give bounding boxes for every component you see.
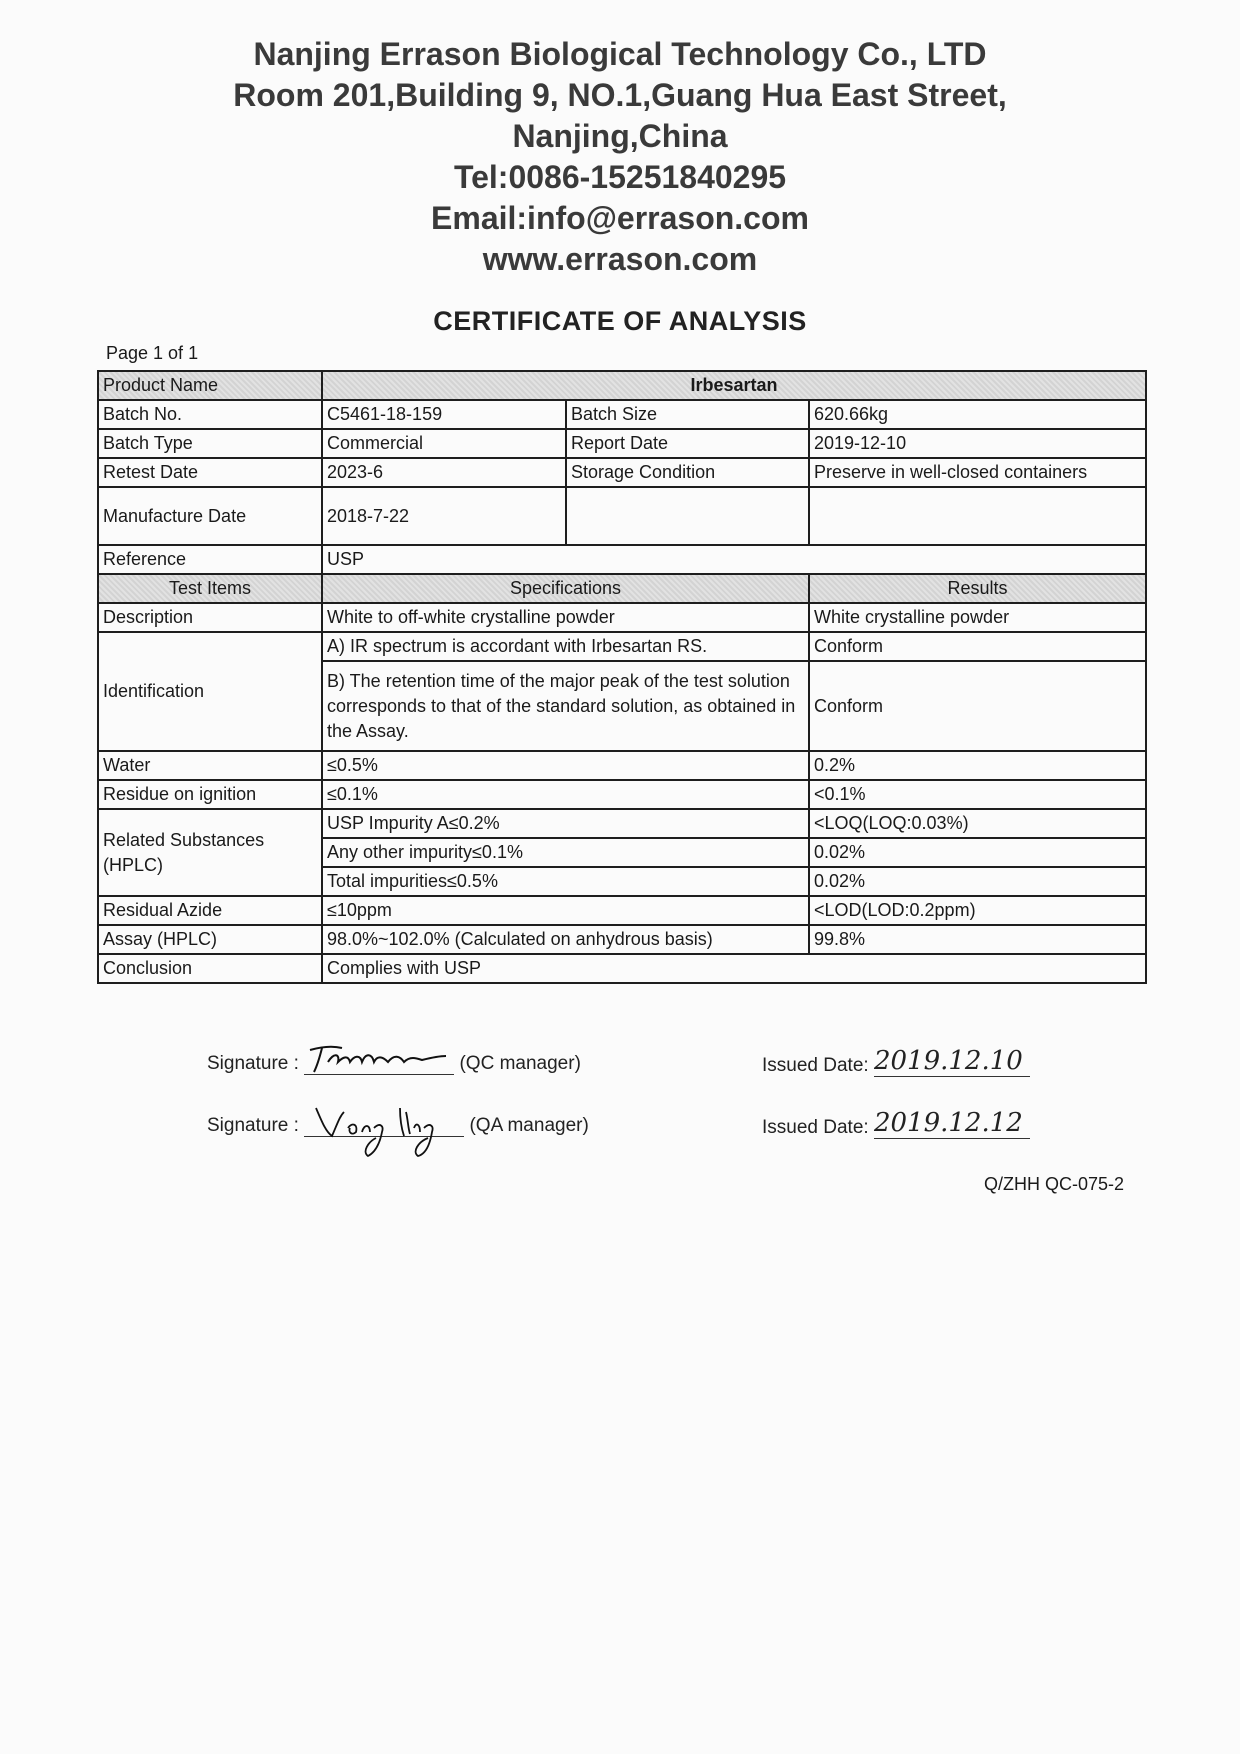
empty-cell xyxy=(809,487,1146,545)
reference-label: Reference xyxy=(98,545,322,574)
test-result: <0.1% xyxy=(809,780,1146,809)
qc-issued-date-block xyxy=(762,1046,1030,1077)
table-header-row xyxy=(98,574,1146,603)
conclusion-value: Complies with USP xyxy=(322,954,1146,983)
company-header xyxy=(0,34,1240,280)
column-header-specifications: Specifications xyxy=(322,574,809,603)
test-result: 99.8% xyxy=(809,925,1146,954)
table-row xyxy=(98,809,1146,838)
storage-condition-value: Preserve in well-closed containers xyxy=(809,458,1146,487)
test-item: Description xyxy=(98,603,322,632)
test-spec: 98.0%~102.0% (Calculated on anhydrous basis) xyxy=(322,925,809,954)
company-name: Nanjing Errason Biological Technology Co., LTD xyxy=(253,36,987,72)
signature-label: Signature : xyxy=(207,1053,299,1074)
retest-date-label: Retest Date xyxy=(98,458,322,487)
table-row xyxy=(98,896,1146,925)
batch-size-value: 620.66kg xyxy=(809,400,1146,429)
test-item: Water xyxy=(98,751,322,780)
qc-issued-date: 2019.12.10 xyxy=(874,1046,1030,1077)
document-title: CERTIFICATE OF ANALYSIS xyxy=(433,306,807,336)
table-row xyxy=(98,751,1146,780)
batch-no-label: Batch No. xyxy=(98,400,322,429)
test-item: Assay (HPLC) xyxy=(98,925,322,954)
address-line-2: Nanjing,China xyxy=(512,118,728,154)
qc-handwritten-signature xyxy=(304,1046,454,1075)
test-result: <LOQ(LOQ:0.03%) xyxy=(809,809,1146,838)
column-header-results: Results xyxy=(809,574,1146,603)
test-result: Conform xyxy=(809,632,1146,661)
test-item: Related Substances (HPLC) xyxy=(98,809,322,896)
test-item: Identification xyxy=(98,632,322,751)
column-header-test-items: Test Items xyxy=(98,574,322,603)
report-date-label: Report Date xyxy=(566,429,809,458)
email: Email:info@errason.com xyxy=(431,200,809,236)
table-row xyxy=(98,400,1146,429)
test-item: Residual Azide xyxy=(98,896,322,925)
issued-date-label: Issued Date: xyxy=(762,1117,869,1138)
product-name-value: Irbesartan xyxy=(322,371,1146,400)
qc-role: (QC manager) xyxy=(459,1053,581,1074)
test-spec: A) IR spectrum is accordant with Irbesartan RS. xyxy=(322,632,809,661)
batch-no-value: C5461-18-159 xyxy=(322,400,566,429)
table-row xyxy=(98,458,1146,487)
table-row xyxy=(98,545,1146,574)
table-row xyxy=(98,780,1146,809)
table-row xyxy=(98,632,1146,661)
page-indicator: Page 1 of 1 xyxy=(106,343,199,363)
test-result: White crystalline powder xyxy=(809,603,1146,632)
qa-role: (QA manager) xyxy=(469,1115,589,1136)
qa-handwritten-signature xyxy=(304,1108,464,1137)
test-item: Conclusion xyxy=(98,954,322,983)
test-spec: B) The retention time of the major peak of the test solution corresponds to that of the standard solution, as obtained in the Assay. xyxy=(322,661,809,751)
test-result: <LOD(LOD:0.2ppm) xyxy=(809,896,1146,925)
analysis-table xyxy=(97,370,1147,984)
product-name-label: Product Name xyxy=(98,371,322,400)
table-row xyxy=(98,429,1146,458)
address-line-1: Room 201,Building 9, NO.1,Guang Hua East Street, xyxy=(233,77,1007,113)
test-spec: ≤0.5% xyxy=(322,751,809,780)
retest-date-value: 2023-6 xyxy=(322,458,566,487)
report-date-value: 2019-12-10 xyxy=(809,429,1146,458)
document-code: Q/ZHH QC-075-2 xyxy=(984,1174,1125,1194)
qa-signature-block xyxy=(207,1108,589,1137)
test-item: Residue on ignition xyxy=(98,780,322,809)
telephone: Tel:0086-15251840295 xyxy=(453,159,787,195)
test-spec: ≤0.1% xyxy=(322,780,809,809)
signature-label: Signature : xyxy=(207,1115,299,1136)
test-spec: ≤10ppm xyxy=(322,896,809,925)
batch-type-label: Batch Type xyxy=(98,429,322,458)
test-spec: Any other impurity≤0.1% xyxy=(322,838,809,867)
table-row xyxy=(98,925,1146,954)
test-result: 0.02% xyxy=(809,838,1146,867)
reference-value: USP xyxy=(322,545,1146,574)
qc-signature-block xyxy=(207,1046,581,1075)
manufacture-date-value: 2018-7-22 xyxy=(322,487,566,545)
manufacture-date-label: Manufacture Date xyxy=(98,487,322,545)
test-spec: USP Impurity A≤0.2% xyxy=(322,809,809,838)
test-spec: Total impurities≤0.5% xyxy=(322,867,809,896)
table-row xyxy=(98,487,1146,545)
test-spec: White to off-white crystalline powder xyxy=(322,603,809,632)
test-result: Conform xyxy=(809,661,1146,751)
issued-date-label: Issued Date: xyxy=(762,1055,869,1076)
batch-size-label: Batch Size xyxy=(566,400,809,429)
test-result: 0.02% xyxy=(809,867,1146,896)
qa-issued-date: 2019.12.12 xyxy=(874,1108,1030,1139)
table-row xyxy=(98,954,1146,983)
table-row xyxy=(98,371,1146,400)
empty-cell xyxy=(566,487,809,545)
storage-condition-label: Storage Condition xyxy=(566,458,809,487)
test-result: 0.2% xyxy=(809,751,1146,780)
table-row xyxy=(98,603,1146,632)
qa-issued-date-block xyxy=(762,1108,1030,1139)
batch-type-value: Commercial xyxy=(322,429,566,458)
website: www.errason.com xyxy=(482,241,758,277)
